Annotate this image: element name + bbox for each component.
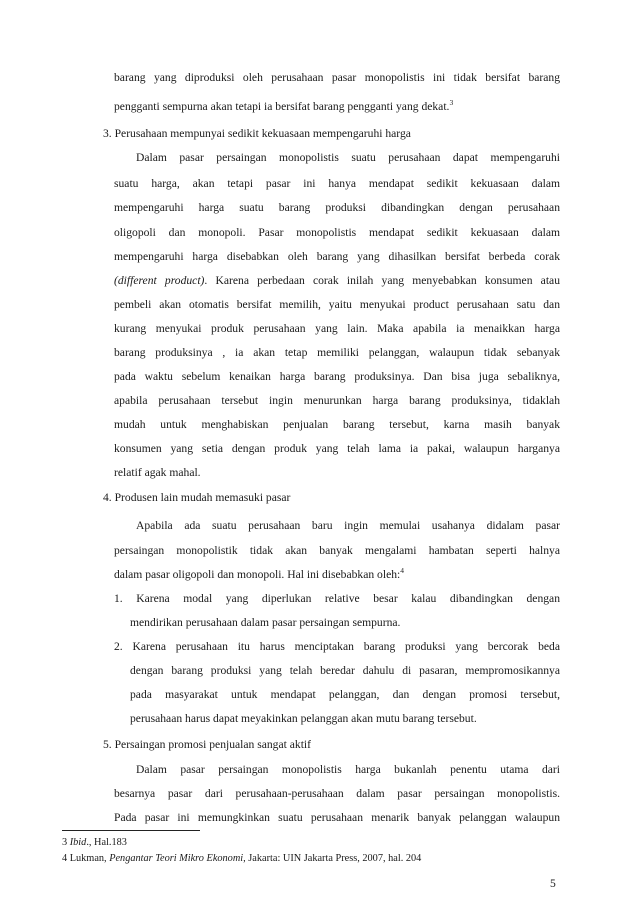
text-run: mempengaruhi harga suatu barang produksi dibandingkan dengan perusahaan	[114, 201, 560, 214]
sub-list-item-2-cont	[130, 711, 477, 727]
text-run: mendirikan perusahaan dalam pasar persaingan sempurna.	[130, 616, 401, 629]
paragraph-line	[114, 345, 560, 361]
text-run: besarnya pasar dari perusahaan-perusahaan dalam pasar persaingan monopolistis.	[114, 787, 560, 800]
paragraph-line	[114, 465, 201, 481]
paragraph-line	[114, 369, 560, 385]
text-run: mudah untuk menghabiskan penjualan barang tersebut, karna masih banyak	[114, 418, 560, 431]
footnote-separator	[62, 830, 200, 831]
paragraph-line	[136, 150, 560, 166]
text-run: pembeli akan otomatis bersifat memilih, yaitu menyukai product perusahaan satu dan	[114, 298, 560, 311]
text-run: dengan barang produksi yang telah beredar dahulu di pasaran, mempromosikannya	[130, 664, 560, 677]
paragraph-line	[114, 543, 560, 559]
text-run: pada waktu sebelum kenaikan harga barang produksinya. Dan bisa juga sebaliknya,	[114, 370, 560, 383]
text-run: 2. Karena perusahaan itu harus menciptakan barang produksi yang bercorak beda	[114, 640, 560, 653]
list-heading-5	[103, 737, 311, 753]
paragraph-line	[114, 810, 560, 826]
paragraph-line	[114, 786, 560, 802]
body-line	[114, 70, 560, 86]
italic-text: (different product)	[114, 274, 205, 287]
paragraph-line	[114, 200, 560, 216]
sub-list-item-2	[114, 639, 560, 655]
body-line	[114, 99, 453, 115]
sub-list-item-2-cont	[130, 687, 560, 703]
paragraph-line	[136, 762, 560, 778]
paragraph-line	[114, 321, 560, 337]
text-run: oligopoli dan monopoli. Pasar monopolistis mendapat sedikit kekuasaan dalam	[114, 226, 560, 239]
text-run: barang produksinya , ia akan tetap memiliki pelanggan, walaupun tidak sebanyak	[114, 346, 560, 359]
text-run: dalam pasar oligopoli dan monopoli. Hal ini disebabkan oleh:	[114, 568, 401, 581]
text-run: 4. Produsen lain mudah memasuki pasar	[103, 491, 291, 504]
paragraph-line	[136, 518, 560, 534]
paragraph-line	[114, 393, 560, 409]
footnote-ref: 3	[449, 98, 454, 107]
sub-list-item-1	[114, 591, 560, 607]
paragraph-line	[114, 297, 560, 313]
paragraph-line	[114, 176, 560, 192]
text-run: Dalam pasar persaingan monopolistis harga bukanlah penentu utama dari	[136, 763, 560, 776]
page-number: 5	[550, 877, 556, 890]
italic-text: Pengantar Teori Mikro Ekonomi,	[109, 853, 246, 864]
footnote-4	[62, 852, 421, 866]
paragraph-line	[114, 567, 404, 583]
text-run: Pada pasar ini memungkinkan suatu perusahaan menarik banyak pelanggan walaupun	[114, 811, 560, 824]
text-run: 4 Lukman,	[62, 853, 110, 864]
text-run: 3. Perusahaan mempunyai sedikit kekuasaan mempengaruhi harga	[103, 127, 411, 140]
sub-list-item-2-cont	[130, 663, 560, 679]
text-run: persaingan monopolistik tidak akan banyak mengalami hambatan seperti halnya	[114, 544, 560, 557]
text-run: perusahaan harus dapat meyakinkan pelanggan akan mutu barang tersebut.	[130, 712, 477, 725]
italic-text: Ibid	[69, 837, 87, 848]
footnote-3	[62, 836, 127, 850]
paragraph-line	[114, 417, 560, 433]
list-heading-3	[103, 126, 411, 142]
paragraph-line	[114, 441, 560, 457]
text-run: 3	[62, 837, 70, 848]
text-run: ., Hal.183	[86, 837, 127, 848]
text-run: 1. Karena modal yang diperlukan relative besar kalau dibandingkan dengan	[114, 592, 560, 605]
paragraph-line	[114, 249, 560, 265]
footnote-ref: 4	[400, 566, 404, 575]
paragraph-line	[114, 225, 560, 241]
text-run: konsumen yang setia dengan produk yang telah lama ia pakai, walaupun harganya	[114, 442, 560, 455]
text-run: apabila perusahaan tersebut ingin menurunkan harga barang produksinya, tidaklah	[114, 394, 560, 407]
text-run: pengganti sempurna akan tetapi ia bersifat barang pengganti yang dekat.	[114, 100, 450, 113]
text-run: Jakarta: UIN Jakarta Press, 2007, hal. 204	[245, 853, 422, 864]
text-run: relatif agak mahal.	[114, 466, 201, 479]
text-run: barang yang diproduksi oleh perusahaan pasar monopolistis ini tidak bersifat barang	[114, 71, 560, 84]
text-run: pada masyarakat untuk mendapat pelanggan, dan dengan promosi tersebut,	[130, 688, 560, 701]
sub-list-item-1-cont	[130, 615, 400, 631]
text-run: suatu harga, akan tetapi pasar ini hanya mendapat sedikit kekuasaan dalam	[114, 177, 560, 190]
paragraph-line	[114, 273, 560, 289]
text-run: . Karena perbedaan corak inilah yang menyebabkan konsumen atau	[204, 274, 560, 287]
text-run: kurang menyukai produk perusahaan yang lain. Maka apabila ia menaikkan harga	[114, 322, 560, 335]
text-run: Apabila ada suatu perusahaan baru ingin memulai usahanya didalam pasar	[136, 519, 560, 532]
text-run: Dalam pasar persaingan monopolistis suatu perusahaan dapat mempengaruhi	[136, 151, 560, 164]
text-run: mempengaruhi harga disebabkan oleh barang yang dihasilkan bersifat berbeda corak	[114, 250, 560, 263]
list-heading-4	[103, 490, 290, 506]
text-run: 5. Persaingan promosi penjualan sangat aktif	[103, 738, 311, 751]
